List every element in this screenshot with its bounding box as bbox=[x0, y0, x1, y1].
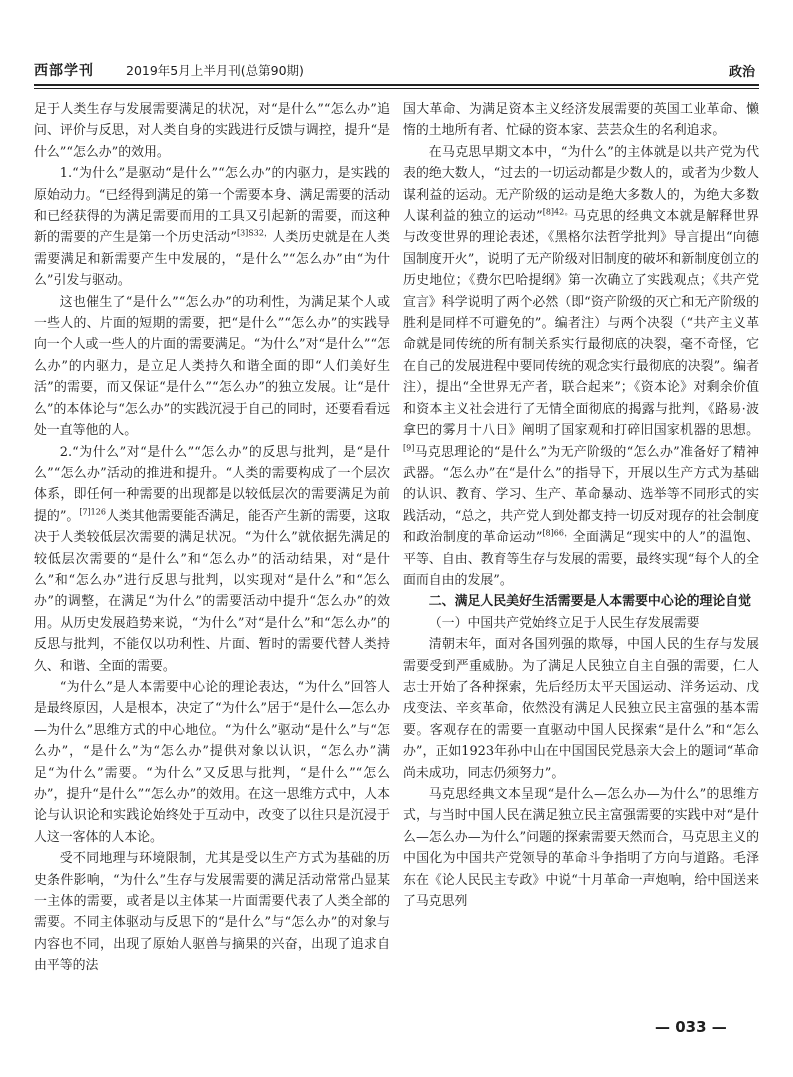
page-header bbox=[34, 56, 759, 84]
paragraph: “为什么”是人本需要中心论的理论表达，“为什么”回答人是最终原因，人是根本，决定了“为什么”居于“是什么—怎么办—为什么”思维方式的中心地位。“为什么”驱动“是什么”与“怎么办”，“是什么”为“怎么办”提供对象以认识，“怎么办”满足“为什么”需要。“为什么”又反思与批判，“是什么”“怎么办”，提升“是什么”“怎么办”的效用。在这一思维方式中，人本论与认识论和实践论始终处于互动中，改变了以往只是沉浸于人这一客体的人本论。 bbox=[34, 679, 390, 845]
section-heading: 二、满足人民美好生活需要是人本需要中心论的理论自觉 bbox=[428, 594, 752, 610]
citation: [7]126 bbox=[79, 507, 106, 517]
paragraph: 受不同地理与环境限制，尤其是受以生产方式为基础的历史条件影响，“为什么”生存与发展需要的满足活动常常凸显某一主体的需要，或者是以主体某一片面需要代表了人类全部的需要。不同主体驱动与反思下的“是什么”与“怎么办”的对象与内容也不同，出现了原始人驱兽与摘果的兴奋，出现了追求自由平等的法 bbox=[34, 851, 390, 974]
journal-title: 西部学刊 bbox=[34, 63, 94, 79]
citation: [9] bbox=[403, 443, 415, 453]
paragraph: 这也催生了“是什么”“怎么办”的功利性，为满足某个人或一些人的、片面的短期的需要，把“是什么”“怎么办”的实践导向一个人或一些人的片面的需要满足。“为什么”对“是什么”“怎么办”的内驱力，是立足人类持久和谐全面的即“人们美好生活”的需要，而又保证“是什么”“怎么办”的独立发展。让“是什么”的本体论与“怎么办”的实践沉浸于自己的同时，还要看看远处一直等他的人。 bbox=[34, 294, 390, 439]
page-number: — 033 — bbox=[655, 1018, 727, 1036]
subsection-heading: （一）中国共产党始终立足于人民生存发展需要 bbox=[428, 615, 700, 631]
paragraph: 清朝末年，面对各国列强的欺辱，中国人民的生存与发展需要受到严重威胁。为了满足人民独立自主自强的需要，仁人志士开始了各种探索，先后经历太平天国运动、洋务运动、戊戌变法、辛亥革命，依然没有满足人民独立民主富强的基本需要。客观存在的需要一直驱动中国人民探索“是什么”和“怎么办”，正如1923年孙中山在中国国民党恳亲大会上的题词“革命尚未成功，同志仍须努力”。 bbox=[403, 637, 759, 781]
paragraph: 国大革命、为满足资本主义经济发展需要的英国工业革命、懒惰的土地所有者、忙碌的资本家、芸芸众生的名利追求。 bbox=[403, 102, 759, 139]
paragraph: 在马克思早期文本中，“为什么”的主体就是以共产党为代表的绝大数人，“过去的一切运动都是少数人的，或者为少数人谋利益的运动。无产阶级的运动是绝大多数人的，为绝大多数人谋利益的独立的运动”$^{[8]42。}$马克思的经典文本就是解释世界与改变世界的理论表述，《黑格尔法哲学批判》导言提出“向德国制度开火”，说明了无产阶级对旧制度的破坏和新制度创立的历史地位；《费尔巴哈提纲》第一次确立了实践观点；《共产党宣言》科学说明了两个必然（即“资产阶级的灭亡和无产阶级的胜利是同样不可避免的”。编者注）与两个决裂（“共产主义革命就是同传统的所有制关系实行最彻底的决裂，毫不奇怪，它在自己的发展进程中要同传统的观念实行最彻底的决裂”。编者注），提出“全世界无产者，联合起来”；《资本论》对剩余价值和资本主义社会进行了无情全面彻底的揭露与批判，《路易·波拿巴的雾月十八日》阐明了国家观和打碎旧国家机器的思想。[9]马克思理论的“是什么”为无产阶级的“怎么办”准备好了精神武器。“怎么办”在“是什么”的指导下，开展以生产方式为基础的认识、教育、学习、生产、革命暴动、选举等不同形式的实践活动，“总之，共产党人到处都支持一切反对现存的社会制度和政治制度的革命运动”$^{[8]66,}$全面满足“现实中的人”的温饱、平等、自由、教育等生存与发展的需要，最终实现“每个人的全面而自由的发展”。 bbox=[403, 144, 760, 588]
paragraph: 足于人类生存与发展需要满足的状况，对“是什么”“怎么办”追问、评价与反思，对人类自身的实践进行反馈与调控，提升“是什么”“怎么办”的效用。 bbox=[34, 102, 390, 160]
header-rule-thick bbox=[34, 84, 759, 86]
right-column bbox=[403, 99, 759, 912]
paragraph: 1.“为什么”是驱动“是什么”“怎么办”的内驱力，是实践的原始动力。“已经得到满足的第一个需要本身、满足需要的活动和已经获得的为满足需要而用的工具又引起新的需要，而这种新的需要的产生是第一个历史活动”$^{[3]S32,}$人类历史就是在人类需要满足和新需要产生中发展的，“是什么”“怎么办”由“为什么”引发与驱动。 bbox=[34, 166, 391, 289]
issue-info: 2019年5月上半月刊(总第90期) bbox=[126, 63, 304, 78]
header-rule-thin bbox=[34, 88, 759, 89]
citation: [8]42。 bbox=[542, 207, 574, 217]
section-label: 政治 bbox=[728, 65, 755, 80]
left-column bbox=[34, 99, 390, 977]
paragraph: 马克思经典文本呈现“是什么—怎么办—为什么”的思维方式，与当时中国人民在满足独立民主富强需要的实践中对“是什么—怎么办—为什么”问题的探索需要天然而合，马克思主义的中国化为中国共产党领导的革命斗争指明了方向与道路。毛泽东在《论人民民主专政》中说“十月革命一声炮响，给中国送来了马克思列 bbox=[403, 787, 759, 910]
citation: [3]S32， bbox=[236, 229, 273, 239]
paragraph: 2.“为什么”对“是什么”“怎么办”的反思与批判，是“是什么”“怎么办”活动的推进和提升。“人类的需要构成了一个层次体系，即任何一种需要的出现都是以较低层次的需要满足为前提的”。$^{[7]126}$人类其他需要能否满足，能否产生新的需要，这取决于人类较低层次需要的满足状况。“为什么”就依据先满足的较低层次需要的“是什么”和“怎么办”的活动结果，对“是什么”和“怎么办”进行反思与批判，以实现对“是什么”和“怎么办”的调整，在满足“为什么”的需要活动中提升“怎么办”的效用。从历史发展趋势来说，“为什么”对“是什么”和“怎么办”的反思与批判，不能仅以功利性、片面、暂时的需要代替人类持久、和谐、全面的需要。 bbox=[34, 444, 390, 674]
citation: [8]66， bbox=[542, 528, 573, 538]
